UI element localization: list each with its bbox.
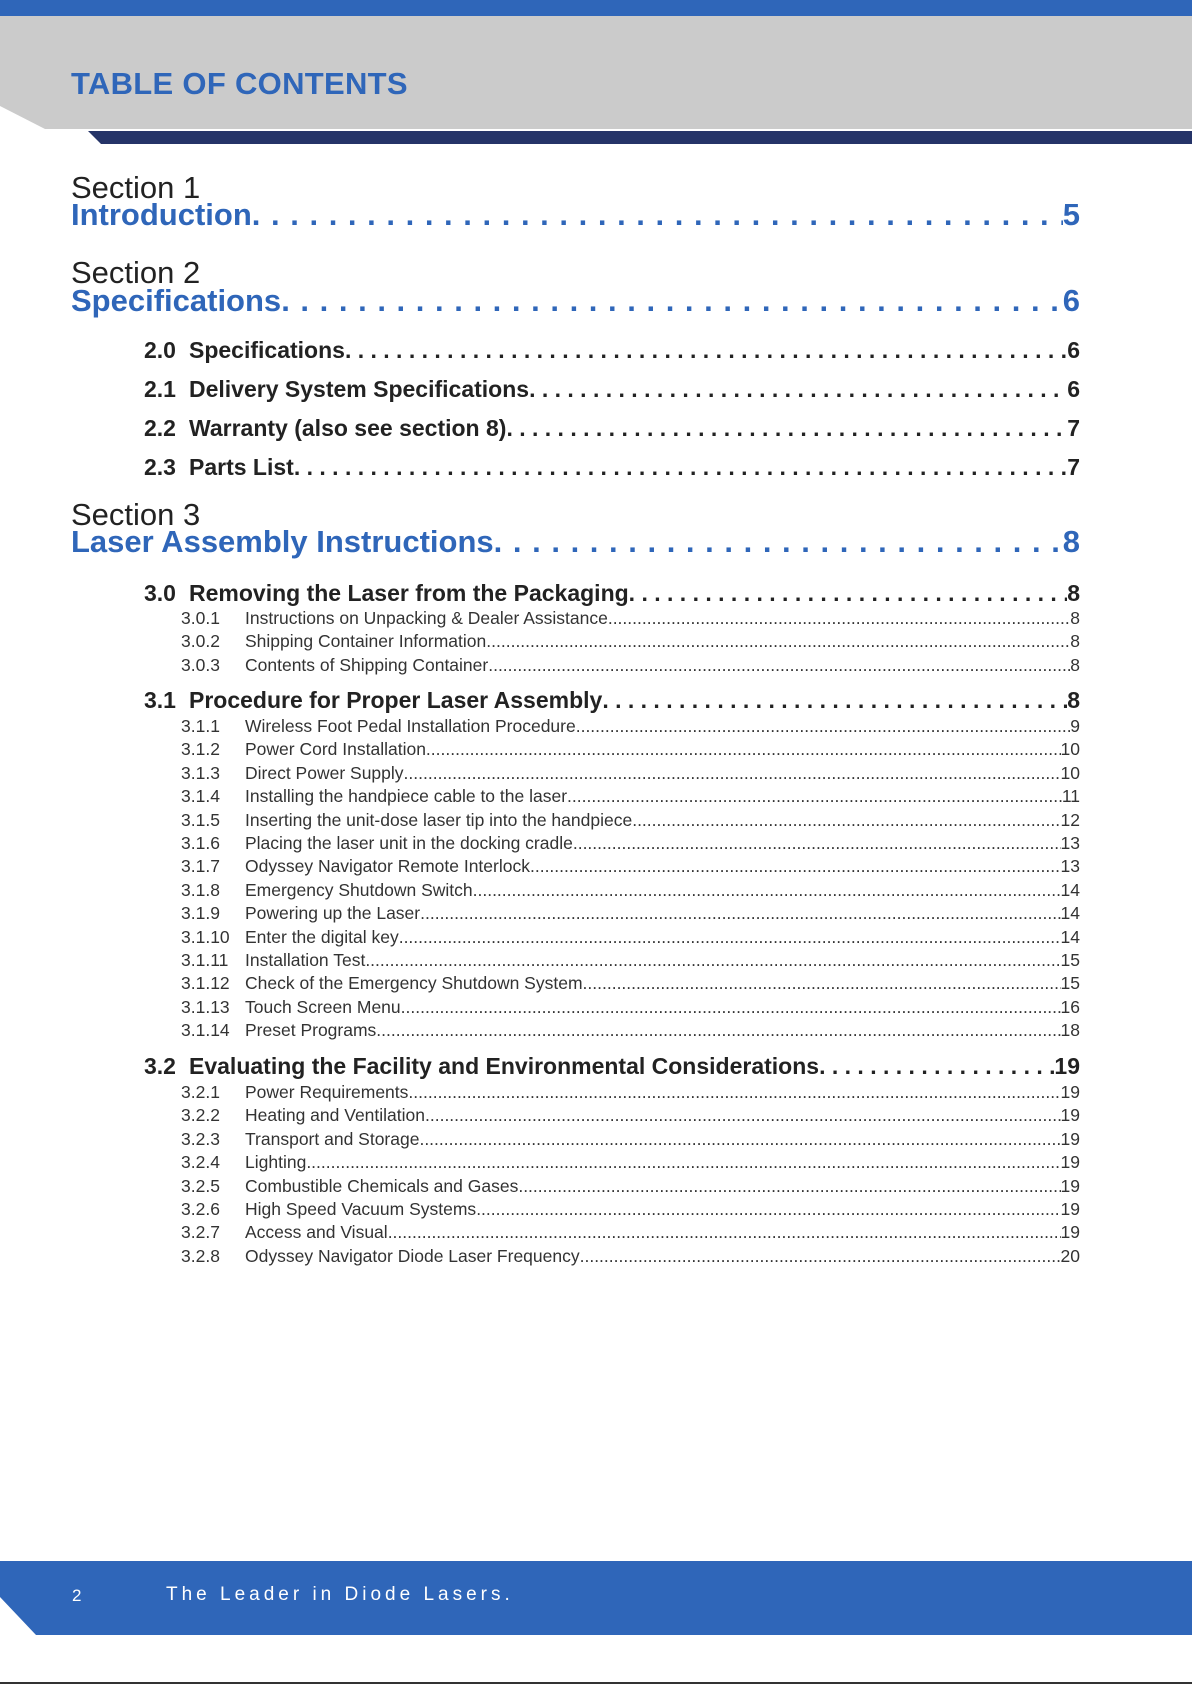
dot-leader (306, 1152, 1060, 1173)
toc-item-label (181, 1176, 518, 1197)
page-number: 5 (1062, 197, 1080, 232)
section-heading-label (71, 197, 252, 233)
page-number: 19 (1060, 1128, 1080, 1149)
subsection-entry-label (144, 580, 629, 607)
dot-leader (602, 687, 1067, 714)
dot-leader (530, 856, 1061, 877)
subsection-entry[interactable] (144, 415, 1080, 442)
entry-number: 3.1.10 (181, 926, 230, 947)
dot-leader (365, 950, 1060, 971)
toc-item-label (181, 973, 583, 994)
page-number: 8 (1067, 687, 1080, 713)
subsection-entry[interactable] (144, 454, 1080, 481)
toc-item[interactable] (181, 1105, 1080, 1126)
section-label: Section 1 (71, 170, 201, 205)
dot-leader (494, 524, 1063, 560)
header-stripe (88, 131, 1192, 144)
toc-item[interactable] (181, 1020, 1080, 1041)
dot-leader (529, 376, 1067, 403)
toc-item[interactable] (181, 631, 1080, 652)
subsection-entry[interactable] (144, 376, 1080, 403)
subsection-entry[interactable] (144, 580, 1080, 607)
page-number: 8 (1070, 608, 1080, 628)
dot-leader (576, 716, 1071, 737)
page-title: TABLE OF CONTENTS (71, 66, 408, 101)
page-number: 13 (1060, 856, 1080, 877)
toc-item[interactable] (181, 950, 1080, 971)
page-number: 19 (1060, 1222, 1080, 1243)
toc-item[interactable] (181, 763, 1080, 784)
entry-number: 2.3 (144, 454, 176, 480)
dot-leader (420, 903, 1060, 924)
entry-number: 3.0.2 (181, 631, 220, 652)
page-number: 11 (1061, 786, 1080, 807)
toc-item-label (181, 856, 530, 877)
entry-title: Access and Visual (245, 1222, 388, 1243)
toc-item-label (181, 880, 473, 901)
entry-title: Instructions on Unpacking & Dealer Assistance (245, 608, 608, 628)
dot-leader (506, 415, 1067, 442)
page-number: 8 (1062, 524, 1080, 559)
toc-item-label (181, 997, 401, 1018)
toc-item[interactable] (181, 716, 1080, 737)
toc-item-label (181, 631, 486, 652)
dot-leader (419, 1129, 1060, 1150)
dot-leader (401, 997, 1061, 1018)
toc-item-label (181, 1152, 306, 1173)
entry-title: Odyssey Navigator Diode Laser Frequency (245, 1245, 580, 1266)
entry-number: 3.0.1 (181, 608, 220, 628)
entry-title: Warranty (also see section 8) (189, 415, 507, 441)
subsection-entry-label (144, 415, 506, 442)
subsection-entry-label (144, 687, 602, 714)
dot-leader (573, 833, 1061, 854)
entry-number: 3.1.2 (181, 739, 220, 760)
page-number: 19 (1060, 1152, 1080, 1173)
toc-item-label (181, 1082, 408, 1103)
entry-title: Wireless Foot Pedal Installation Procedure (245, 716, 576, 736)
dot-leader (294, 454, 1067, 481)
toc-item-label (181, 1105, 425, 1126)
entry-number: 3.1 (144, 687, 176, 713)
page-number: 6 (1062, 283, 1080, 318)
toc-item[interactable] (181, 1246, 1080, 1267)
entry-title: Removing the Laser from the Packaging (189, 580, 629, 606)
entry-title: Touch Screen Menu (245, 996, 401, 1017)
page-number: 8 (1067, 580, 1080, 606)
entry-title: Installation Test (245, 950, 366, 970)
entry-number: 3.0.3 (181, 654, 220, 675)
toc-item[interactable] (181, 1222, 1080, 1243)
entry-number: 3.2 (144, 1053, 176, 1079)
footer-tagline: The Leader in Diode Lasers. (166, 1584, 514, 1605)
page-number: 14 (1060, 903, 1080, 924)
page-number: 16 (1060, 996, 1080, 1017)
dot-leader (345, 337, 1067, 364)
toc-item[interactable] (181, 1176, 1080, 1197)
dot-leader (404, 763, 1061, 784)
toc-item-label (181, 1246, 580, 1267)
entry-title: Power Cord Installation (245, 739, 426, 760)
entry-number: 3.2.1 (181, 1082, 220, 1102)
entry-number: 3.2.3 (181, 1128, 220, 1149)
subsection-entry[interactable] (144, 337, 1080, 364)
entry-number: 3.1.8 (181, 879, 220, 900)
page-number: 7 (1067, 454, 1080, 480)
entry-title: Emergency Shutdown Switch (245, 879, 473, 900)
toc-item-label (181, 739, 426, 760)
toc-item[interactable] (181, 1082, 1080, 1103)
toc-item[interactable] (181, 973, 1080, 994)
section-heading[interactable] (71, 524, 1080, 560)
entry-number: 3.2.2 (181, 1105, 220, 1126)
page-number: 19 (1060, 1082, 1080, 1102)
subsection-entry-label (144, 337, 345, 364)
page-number: 19 (1060, 1105, 1080, 1126)
entry-title: Installing the handpiece cable to the laser (245, 786, 568, 807)
page-number: 15 (1060, 950, 1080, 970)
page-number: 10 (1060, 762, 1080, 783)
entry-title: Enter the digital key (245, 926, 399, 947)
page-number: 18 (1060, 1020, 1080, 1041)
section-heading-label (71, 283, 281, 319)
subsection-entry[interactable] (144, 1053, 1080, 1080)
entry-title: Placing the laser unit in the docking cradle (245, 833, 573, 853)
entry-number: 3.1.7 (181, 856, 220, 877)
page-number: 7 (1067, 415, 1080, 441)
toc-item[interactable] (181, 927, 1080, 948)
entry-number: 3.1.5 (181, 809, 220, 830)
toc-item[interactable] (181, 903, 1080, 924)
page-number: 10 (1060, 739, 1080, 760)
entry-title: High Speed Vacuum Systems (245, 1199, 477, 1219)
page-number: 15 (1060, 973, 1080, 994)
entry-title: Preset Programs (245, 1020, 377, 1041)
dot-leader (376, 1020, 1060, 1041)
toc-item-label (181, 1199, 476, 1220)
entry-title: Check of the Emergency Shutdown System (245, 973, 583, 994)
dot-leader (425, 1105, 1061, 1126)
toc-item-label (181, 1020, 376, 1041)
dot-leader (252, 197, 1063, 233)
entry-title: Transport and Storage (245, 1128, 420, 1149)
entry-number: 3.2.7 (181, 1222, 220, 1243)
bottom-rule (0, 1682, 1192, 1684)
toc-item[interactable] (181, 997, 1080, 1018)
entry-number: 3.1.11 (181, 950, 229, 970)
toc-item-label (181, 786, 567, 807)
page-number: 19 (1060, 1175, 1080, 1196)
toc-item[interactable] (181, 1199, 1080, 1220)
entry-number: 2.0 (144, 337, 176, 363)
section-heading[interactable] (71, 283, 1080, 319)
dot-leader (426, 739, 1061, 760)
page-number: 6 (1067, 376, 1080, 402)
dot-leader (281, 283, 1063, 319)
toc-item[interactable] (181, 655, 1080, 676)
entry-number: 3.1.9 (181, 903, 220, 924)
entry-number: 3.2.6 (181, 1199, 220, 1219)
toc-item-label (181, 1222, 388, 1243)
toc-item[interactable] (181, 739, 1080, 760)
toc-item-label (181, 716, 576, 737)
section-label: Section 2 (71, 255, 201, 290)
entry-title: Parts List (189, 454, 294, 480)
entry-title: Delivery System Specifications (189, 376, 530, 402)
toc-item[interactable] (181, 1152, 1080, 1173)
entry-title: Heating and Ventilation (245, 1105, 425, 1126)
footer-page-number: 2 (72, 1586, 82, 1605)
entry-number: 3.1.6 (181, 833, 220, 853)
toc-item-label (181, 927, 399, 948)
toc-item-label (181, 950, 365, 971)
dot-leader (567, 786, 1062, 807)
dot-leader (408, 1082, 1060, 1103)
entry-title: Inserting the unit-dose laser tip into the handpiece (245, 809, 633, 830)
toc-item[interactable] (181, 810, 1080, 831)
entry-number: 3.2.4 (181, 1152, 220, 1173)
toc-item-label (181, 1129, 419, 1150)
entry-title: Combustible Chemicals and Gases (245, 1175, 519, 1196)
entry-number: 3.1.1 (181, 716, 220, 736)
subsection-entry[interactable] (144, 687, 1080, 714)
toc-item-label (181, 608, 608, 629)
dot-leader (608, 608, 1070, 629)
page-number: 19 (1060, 1199, 1080, 1219)
toc-item[interactable] (181, 856, 1080, 877)
dot-leader (486, 631, 1070, 652)
entry-title: Contents of Shipping Container (245, 654, 489, 675)
dot-leader (488, 655, 1070, 676)
page-number: 9 (1070, 716, 1080, 736)
page-number: 14 (1060, 926, 1080, 947)
page-number: 20 (1060, 1245, 1080, 1266)
entry-number: 2.1 (144, 376, 176, 402)
toc-item-label (181, 763, 404, 784)
entry-number: 2.2 (144, 415, 176, 441)
section-heading[interactable] (71, 197, 1080, 233)
entry-title: Procedure for Proper Laser Assembly (189, 687, 603, 713)
subsection-entry-label (144, 376, 529, 403)
entry-number: 3.1.14 (181, 1020, 230, 1041)
page-number: 13 (1060, 833, 1080, 853)
entry-number: 3.0 (144, 580, 176, 606)
dot-leader (819, 1053, 1054, 1080)
page-number: 19 (1054, 1053, 1080, 1079)
section-heading-label (71, 524, 494, 560)
entry-title: Introduction (71, 197, 252, 232)
entry-title: Specifications (189, 337, 345, 363)
entry-title: Evaluating the Facility and Environmental Considerations (189, 1053, 820, 1079)
toc-item[interactable] (181, 880, 1080, 901)
entry-title: Powering up the Laser (245, 903, 421, 924)
toc-item-label (181, 833, 573, 854)
dot-leader (583, 973, 1061, 994)
entry-number: 3.2.8 (181, 1245, 220, 1266)
entry-title: Lighting (245, 1152, 307, 1173)
entry-number: 3.1.13 (181, 996, 230, 1017)
page-number: 14 (1060, 879, 1080, 900)
dot-leader (580, 1246, 1061, 1267)
toc-item[interactable] (181, 1129, 1080, 1150)
dot-leader (399, 927, 1061, 948)
toc-item-label (181, 903, 420, 924)
dot-leader (388, 1222, 1061, 1243)
dot-leader (632, 810, 1060, 831)
toc-item-label (181, 810, 632, 831)
dot-leader (473, 880, 1061, 901)
dot-leader (629, 580, 1068, 607)
page-number: 6 (1067, 337, 1080, 363)
entry-title: Direct Power Supply (245, 762, 404, 783)
entry-number: 3.1.4 (181, 786, 220, 807)
page-number: 8 (1070, 631, 1080, 652)
entry-title: Specifications (71, 283, 282, 318)
entry-title: Laser Assembly Instructions (71, 524, 494, 559)
dot-leader (518, 1176, 1060, 1197)
page-number: 12 (1060, 809, 1080, 830)
subsection-entry-label (144, 1053, 819, 1080)
toc-item[interactable] (181, 786, 1080, 807)
entry-number: 3.1.3 (181, 762, 220, 783)
toc-item-label (181, 655, 488, 676)
subsection-entry-label (144, 454, 294, 481)
entry-number: 3.1.12 (181, 973, 230, 994)
dot-leader (476, 1199, 1060, 1220)
page-number: 8 (1070, 654, 1080, 675)
top-accent-bar (0, 0, 1192, 16)
entry-title: Shipping Container Information (245, 631, 487, 652)
entry-title: Power Requirements (245, 1082, 409, 1102)
entry-title: Odyssey Navigator Remote Interlock (245, 856, 530, 877)
entry-number: 3.2.5 (181, 1175, 220, 1196)
toc-item[interactable] (181, 608, 1080, 629)
section-label: Section 3 (71, 497, 201, 532)
toc-item[interactable] (181, 833, 1080, 854)
